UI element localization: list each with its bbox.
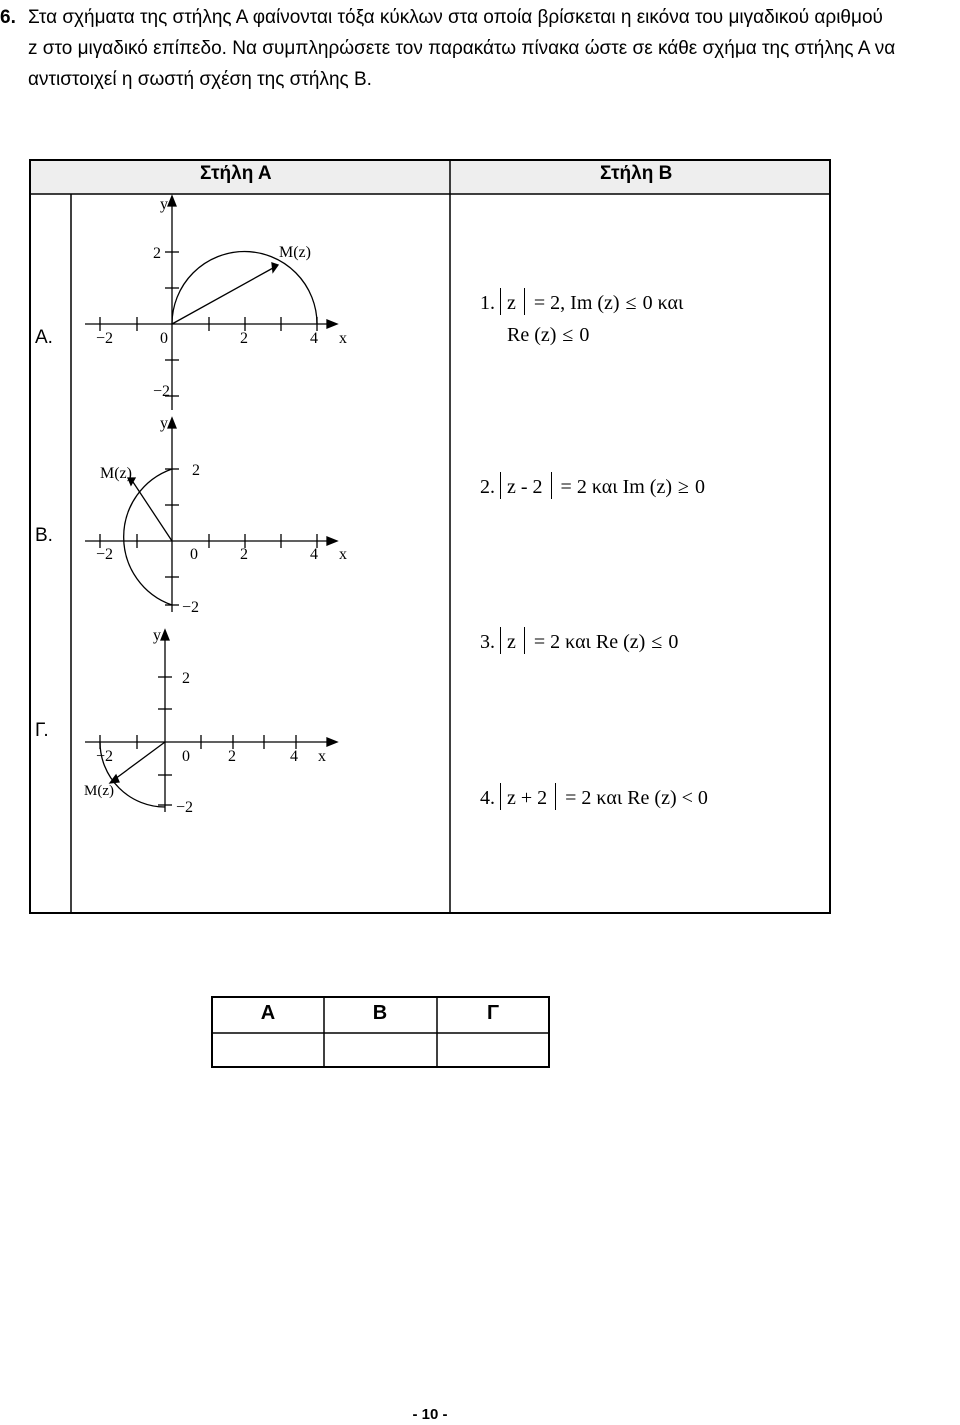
- row-label-c: Γ.: [35, 720, 49, 741]
- tick-label-x2-b: 2: [240, 546, 248, 563]
- tick-label-yneg2-b: −2: [182, 599, 200, 616]
- tick-label-y2-b: 2: [192, 462, 200, 479]
- tick-label-x4-a: 4: [310, 330, 318, 347]
- x-axis-label-c: x: [318, 748, 326, 765]
- tick-label-x4-b: 4: [310, 546, 318, 563]
- tick-label-x0-c: 0: [182, 748, 190, 765]
- point-label-b: Μ(z): [100, 465, 132, 482]
- relation-1-number: 1.: [480, 292, 495, 314]
- relation-3-number: 3.: [480, 631, 495, 653]
- page-number: - 10 -: [412, 1406, 448, 1423]
- y-axis-label-a: y: [160, 196, 168, 213]
- question-text-line-3: αντιστοιχεί η σωστή σχέση της στήλης Β.: [28, 69, 372, 90]
- question-text-line-1: Στα σχήματα της στήλης Α φαίνονται τόξα κύκλων στα οποία βρίσκεται η εικόνα του μιγαδικού αριθμού: [28, 7, 883, 28]
- answer-cell-a[interactable]: [213, 1034, 323, 1066]
- relation-2-rhs: 0: [695, 476, 705, 498]
- relation-4-number: 4.: [480, 787, 495, 809]
- relation-1-line2-b: 0: [579, 324, 590, 346]
- tick-label-yneg2-c: −2: [176, 799, 194, 816]
- relation-3-symbol: ≤: [651, 631, 663, 653]
- tick-label-x0-a: 0: [160, 330, 168, 347]
- point-label-c: Μ(z): [84, 783, 114, 799]
- tick-label-x2-a: 2: [240, 330, 248, 347]
- tick-label-xneg2-b: −2: [96, 546, 114, 563]
- y-axis-label-c: y: [153, 627, 161, 644]
- tick-label-x2-c: 2: [228, 748, 236, 765]
- tick-label-xneg2-c: −2: [96, 748, 114, 765]
- tick-label-x4-c: 4: [290, 748, 298, 765]
- answer-header-c: Γ: [486, 1002, 500, 1024]
- tick-label-xneg2-a: −2: [96, 330, 114, 347]
- relation-4-mid: = 2 και Re (z) < 0: [565, 787, 708, 809]
- relation-3-lhs: z: [507, 631, 516, 653]
- tick-label-x0-b: 0: [190, 546, 198, 563]
- column-b-header: Στήλη Β: [600, 163, 673, 184]
- row-label-b: Β.: [35, 525, 53, 546]
- point-label-a: Μ(z): [279, 244, 311, 261]
- tick-label-yneg2-a: −2: [153, 383, 171, 400]
- question-text-line-2: z στο μιγαδικό επίπεδο. Να συμπληρώσετε τον παρακάτω πίνακα ώστε σε κάθε σχήμα της στήλης Α να: [28, 38, 896, 59]
- x-axis-label-b: x: [339, 546, 347, 563]
- y-axis-label-b: y: [160, 415, 168, 432]
- x-axis-label-a: x: [339, 330, 347, 347]
- tick-label-y2-a: 2: [153, 245, 161, 262]
- answer-cell-c[interactable]: [438, 1034, 548, 1066]
- answer-cell-b[interactable]: [325, 1034, 436, 1066]
- question-number: 6.: [0, 7, 16, 28]
- answer-header-b: Β: [372, 1002, 388, 1024]
- row-label-a: Α.: [35, 327, 53, 348]
- column-a-header: Στήλη Α: [200, 163, 272, 184]
- answer-header-a: Α: [260, 1002, 276, 1024]
- relation-2-symbol: ≥: [678, 476, 689, 498]
- relation-1-lhs: z: [507, 292, 516, 314]
- relation-2-mid: = 2 και Im (z): [560, 476, 673, 498]
- tick-label-y2-c: 2: [182, 670, 190, 687]
- relation-1-symbol: ≤: [625, 292, 637, 314]
- relation-1-mid: = 2, Im (z): [533, 292, 620, 314]
- relation-1-rhs: 0 και: [642, 292, 684, 314]
- relation-3-rhs: 0: [668, 631, 679, 653]
- relation-3-mid: = 2 και Re (z): [533, 631, 646, 653]
- relation-1-line2-a: Re (z): [507, 324, 557, 346]
- relation-4-lhs: z + 2: [507, 787, 548, 809]
- relation-1-line2-symbol: ≤: [562, 324, 574, 346]
- relation-2-lhs: z - 2: [507, 476, 543, 498]
- relation-2-number: 2.: [480, 476, 495, 498]
